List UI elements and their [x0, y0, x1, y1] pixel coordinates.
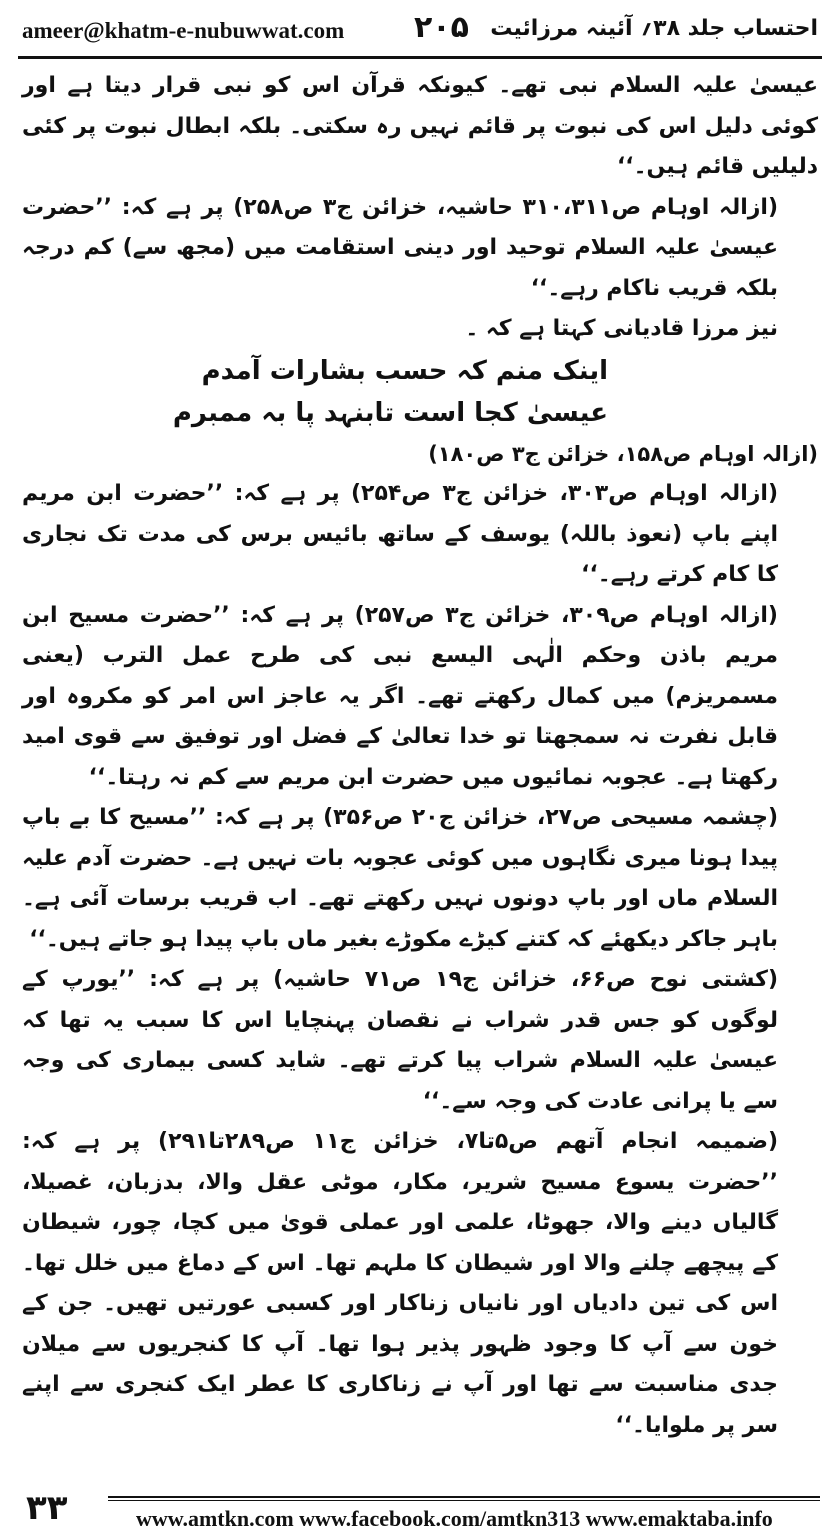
page-footer: [0, 1486, 840, 1536]
verse-line-2: عیسیٰ کجا است تابنہد پا بہ ممبرم: [172, 397, 608, 428]
paragraph-4: (ازالہ اوہام ص۳۰۳، خزائن ج۳ ص۲۵۴) پر ہے کہ: ’’حضرت ابن مریم اپنے باپ (نعوذ باللہ) یوسف کے ساتھ بائیس برس کی مدت تک نجاری کا کام کرتے رہے۔‘‘: [22, 481, 778, 587]
footer-rule: [108, 1496, 820, 1498]
paragraph-1: عیسیٰ علیہ السلام نبی تھے۔ کیونکہ قرآن اس کو نبی قرار دیتا ہے اور کوئی دلیل اس کی نبوت پر قائم نہیں رہ سکتی۔ بلکہ ابطال نبوت پر کئی دلیلیں قائم ہیں۔‘‘: [22, 73, 818, 179]
header-rule: [18, 56, 822, 59]
footer-page-number: ۳۳: [26, 1488, 68, 1528]
paragraph-2: (ازالہ اوہام ص۳۱۰،۳۱۱ حاشیہ، خزائن ج۳ ص۲۵۸) پر ہے کہ: ’’حضرت عیسیٰ علیہ السلام توحید اور دینی استقامت میں (مجھ سے) کم درجہ بلکہ قریب ناکام رہے۔‘‘: [22, 194, 779, 301]
page-header: [16, 8, 824, 52]
page-body: [22, 66, 818, 1446]
footer-rule-thin: [108, 1500, 820, 1501]
verse-line-1: اینک منم کہ حسب بشارات آمدم: [201, 355, 608, 386]
paragraph-3: نیز مرزا قادیانی کہتا ہے کہ ۔: [465, 316, 778, 341]
header-email: ameer@khatm-e-nubuwwat.com: [22, 18, 345, 43]
paragraph-5: (ازالہ اوہام ص۳۰۹، خزائن ج۳ ص۲۵۷) پر ہے کہ: ’’حضرت مسیح ابن مریم باذن وحکم الٰہی الیسع نبی کی طرح عمل الترب (یعنی مسمریزم) میں کمال رکھتے تھے۔ اگر یہ عاجز اس امر کو مکروہ اور قابل نفرت نہ سمجھتا تو خدا تعالیٰ کے فضل اور توفیق سے قوی امید رکھتا ہے۔ عجوبہ نمائیوں میں حضرت ابن مریم سے کم نہ رہتا۔‘‘: [22, 602, 778, 790]
footer-links[interactable]: www.amtkn.com www.facebook.com/amtkn313 www.emaktaba.info: [136, 1506, 773, 1531]
header-book-title: احتساب جلد ۳۸؍ آئینہ مرزائیت: [490, 16, 818, 41]
paragraph-6: (چشمہ مسیحی ص۲۷، خزائن ج۲۰ ص۳۵۶) پر ہے کہ: ’’مسیح کا بے باپ پیدا ہونا میری نگاہوں میں کوئی عجوبہ بات نہیں ہے۔ حضرت آدم علیہ السلام ماں اور باپ دونوں نہیں رکھتے تھے۔ اب قریب برسات آئی ہے۔ باہر جاکر دیکھئے کہ کتنے کیڑے مکوڑے بغیر ماں باپ پیدا ہو جاتے ہیں۔‘‘: [22, 805, 778, 952]
paragraph-8: (ضمیمہ انجام آتھم ص۵تا۷، خزائن ج۱۱ ص۲۸۹تا۲۹۱) پر ہے کہ: ’’حضرت یسوع مسیح شریر، مکار، موٹی عقل والا، بدزبان، غصیلا، گالیاں دینے والا، جھوٹا، علمی اور عملی قویٰ میں کچا، چور، شیطان کے پیچھے چلنے والا اور شیطان کا ملہم تھا۔ اس کے دماغ میں خلل تھا۔ اس کی تین دادیاں اور نانیاں زناکار اور کسبی عورتیں تھیں۔ جن کے خون سے آپ کا وجود ظہور پذیر ہوا تھا۔ آپ کا کنجریوں سے میلان جدی مناسبت سے تھا اور آپ نے زناکاری کا عطر ایک کنجری سے اپنے سر پر ملوایا۔‘‘: [22, 1129, 779, 1438]
header-page-number: ۲۰۵: [414, 10, 469, 45]
verse-reference: (ازالہ اوہام ص۱۵۸، خزائن ج۳ ص۱۸۰): [428, 441, 818, 466]
paragraph-7: (کشتی نوح ص۶۶، خزائن ج۱۹ ص۷۱ حاشیہ) پر ہے کہ: ’’یورپ کے لوگوں کو جس قدر شراب نے نقصان پہنچایا اس کا سبب یہ تھا کہ عیسیٰ علیہ السلام شراب پیا کرتے تھے۔ شاید کسی بیماری کی وجہ سے یا پرانی عادت کی وجہ سے۔‘‘: [22, 967, 779, 1114]
